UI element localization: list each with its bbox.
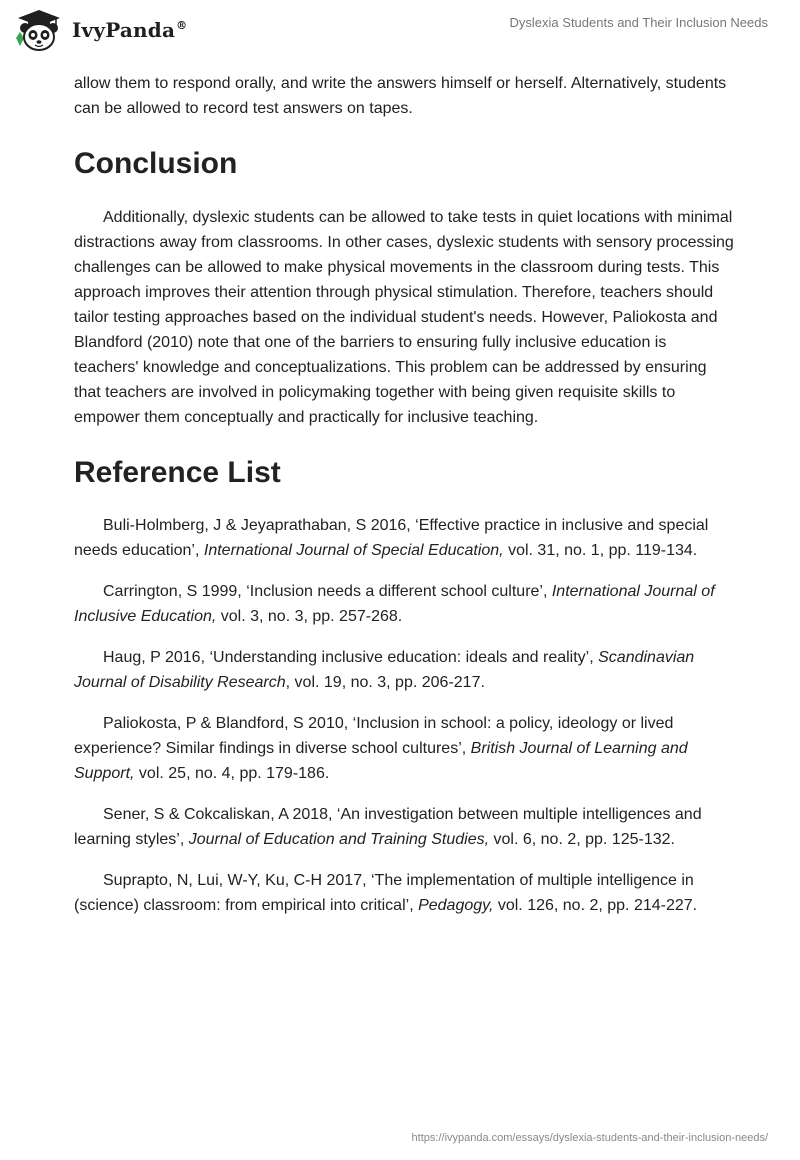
journal-title: International Journal of Inclusive Education, bbox=[74, 583, 715, 625]
journal-title: British Journal of Learning and Support, bbox=[74, 740, 688, 782]
reference-item: Suprapto, N, Lui, W-Y, Ku, C-H 2017, ‘The implementation of multiple intelligence in (science) classroom: from empirical into critical’, Pedagogy, vol. 126, no. 2, pp. 214-227. bbox=[74, 872, 698, 914]
reference-item: Paliokosta, P & Blandford, S 2010, ‘Inclusion in school: a policy, ideology or lived experience? Similar findings in diverse school cultures’, British Journal of Learning and Support, vol. 25, no. 4, pp. 179-186. bbox=[74, 715, 688, 782]
conclusion-heading: Conclusion bbox=[74, 147, 238, 180]
page-header bbox=[0, 0, 800, 60]
reference-item: Sener, S & Cokcaliskan, A 2018, ‘An investigation between multiple intelligences and learning styles’, Journal of Education and Training Studies, vol. 6, no. 2, pp. 125-132. bbox=[74, 806, 702, 848]
reference-item: Haug, P 2016, ‘Understanding inclusive education: ideals and reality’, Scandinavian Journal of Disability Research, vol. 19, no. 3, pp. 206-217. bbox=[74, 649, 695, 691]
journal-title: International Journal of Special Education, bbox=[203, 542, 504, 559]
reference-list-heading: Reference List bbox=[74, 456, 281, 489]
ivypanda-logo[interactable] bbox=[14, 8, 187, 52]
conclusion-paragraph: Additionally, dyslexic students can be allowed to take tests in quiet locations with minimal distractions away from classrooms. In other cases, dyslexic students with sensory processing challenges can be allowed to make physical movements in the classroom during tests. This approach improves their attention through physical stimulation. Therefore, teachers should tailor testing approaches based on the individual student's needs. However, Paliokosta and Blandford (2010) note that one of the barriers to ensuring fully inclusive education is teachers' knowledge and conceptualizations. This problem can be addressed by ensuring that teachers are involved in policymaking together with being given requisite skills to empower them conceptually and practically for inclusive teaching. bbox=[74, 209, 734, 426]
reference-item: Carrington, S 1999, ‘Inclusion needs a different school culture’, International Journal of Inclusive Education, vol. 3, no. 3, pp. 257-268. bbox=[74, 583, 715, 625]
panda-graduate-icon bbox=[14, 8, 64, 52]
logo-wordmark: IvyPanda® bbox=[72, 18, 188, 42]
intro-continuation-paragraph: allow them to respond orally, and write the answers himself or herself. Alternatively, students can be allowed to record test answers on tapes. bbox=[74, 75, 727, 117]
running-title: Dyslexia Students and Their Inclusion Needs bbox=[509, 15, 768, 30]
journal-title: Journal of Education and Training Studies, bbox=[188, 831, 490, 848]
footer-source-link[interactable]: https://ivypanda.com/essays/dyslexia-students-and-their-inclusion-needs/ bbox=[411, 1132, 768, 1144]
reference-item: Buli-Holmberg, J & Jeyaprathaban, S 2016, ‘Effective practice in inclusive and special needs education’, International Journal of Special Education, vol. 31, no. 1, pp. 119-134. bbox=[74, 517, 709, 559]
journal-title: Pedagogy, bbox=[418, 897, 494, 914]
journal-title: Scandinavian Journal of Disability Research bbox=[74, 649, 695, 691]
document-body bbox=[74, 71, 734, 934]
reference-list bbox=[74, 513, 734, 918]
